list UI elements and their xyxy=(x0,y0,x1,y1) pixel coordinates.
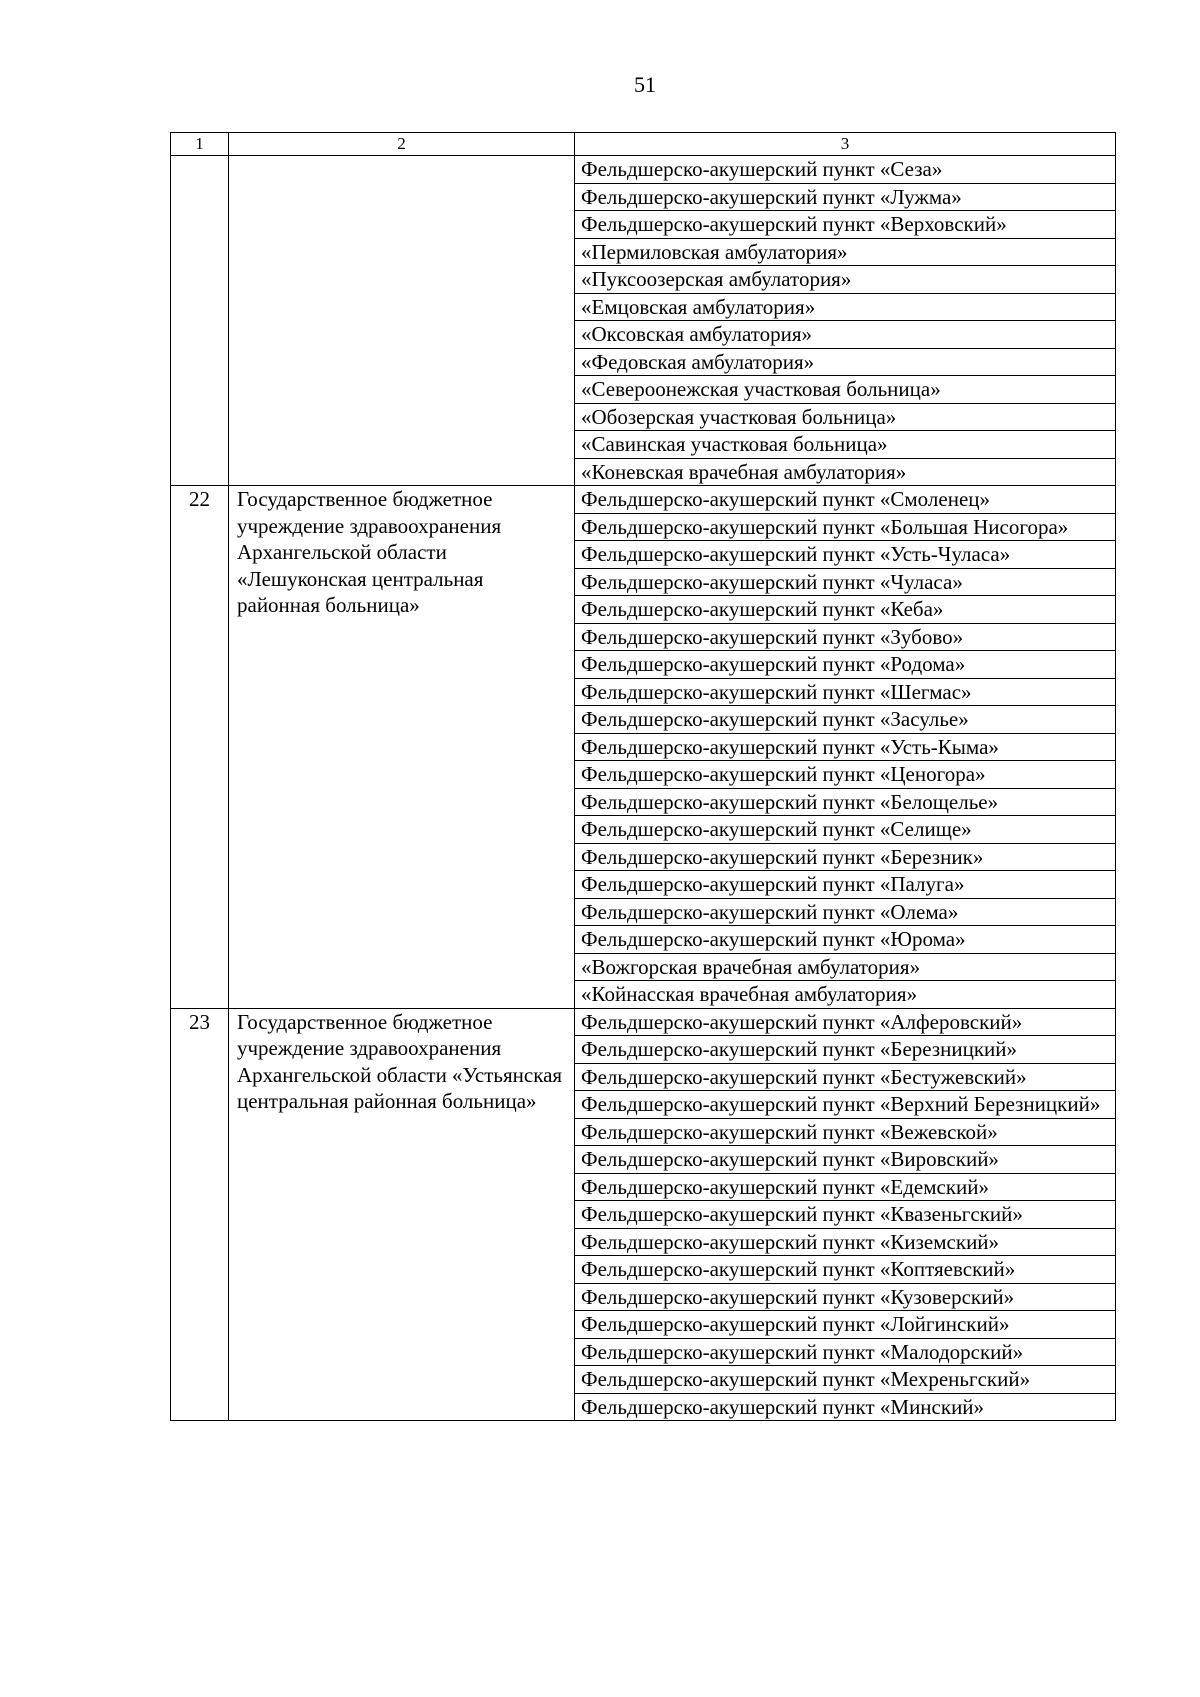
facility-name: Фельдшерско-акушерский пункт «Родома» xyxy=(575,651,1116,679)
facility-name: Фельдшерско-акушерский пункт «Вировский» xyxy=(575,1146,1116,1174)
facility-name: Фельдшерско-акушерский пункт «Лойгинский» xyxy=(575,1311,1116,1339)
facility-name: Фельдшерско-акушерский пункт «Алферовский» xyxy=(575,1008,1116,1036)
header-col-2: 2 xyxy=(229,133,575,156)
facility-name: «Североонежская участковая больница» xyxy=(575,376,1116,404)
facility-name: Фельдшерско-акушерский пункт «Белощелье» xyxy=(575,788,1116,816)
facility-name: Фельдшерско-акушерский пункт «Большая Нисогора» xyxy=(575,513,1116,541)
facility-name: Фельдшерско-акушерский пункт «Усть-Кыма» xyxy=(575,733,1116,761)
row-number xyxy=(171,156,229,486)
facility-name: Фельдшерско-акушерский пункт «Квазеньгский» xyxy=(575,1201,1116,1229)
row-number: 22 xyxy=(171,486,229,1009)
facility-name: Фельдшерско-акушерский пункт «Минский» xyxy=(575,1393,1116,1421)
facility-name: Фельдшерско-акушерский пункт «Киземский» xyxy=(575,1228,1116,1256)
facility-name: Фельдшерско-акушерский пункт «Березник» xyxy=(575,843,1116,871)
facility-name: «Оксовская амбулатория» xyxy=(575,321,1116,349)
facility-name: Фельдшерско-акушерский пункт «Селище» xyxy=(575,816,1116,844)
facility-name: Фельдшерско-акушерский пункт «Палуга» xyxy=(575,871,1116,899)
facility-name: «Вожгорская врачебная амбулатория» xyxy=(575,953,1116,981)
facility-name: Фельдшерско-акушерский пункт «Мехреньгский» xyxy=(575,1366,1116,1394)
header-row xyxy=(171,133,1116,156)
row-number: 23 xyxy=(171,1008,229,1421)
facility-name: Фельдшерско-акушерский пункт «Засулье» xyxy=(575,706,1116,734)
facility-name: Фельдшерско-акушерский пункт «Усть-Чуласа» xyxy=(575,541,1116,569)
facilities-table xyxy=(170,132,1116,1421)
facility-name: Фельдшерско-акушерский пункт «Олема» xyxy=(575,898,1116,926)
facility-name: Фельдшерско-акушерский пункт «Кеба» xyxy=(575,596,1116,624)
facility-name: Фельдшерско-акушерский пункт «Сеза» xyxy=(575,156,1116,184)
facility-name: «Обозерская участковая больница» xyxy=(575,403,1116,431)
facility-name: Фельдшерско-акушерский пункт «Березницкий» xyxy=(575,1036,1116,1064)
facility-name: Фельдшерско-акушерский пункт «Зубово» xyxy=(575,623,1116,651)
facility-name: «Пермиловская амбулатория» xyxy=(575,238,1116,266)
facility-name: Фельдшерско-акушерский пункт «Ценогора» xyxy=(575,761,1116,789)
facility-name: Фельдшерско-акушерский пункт «Коптяевский» xyxy=(575,1256,1116,1284)
facility-name: «Коневская врачебная амбулатория» xyxy=(575,458,1116,486)
facility-name: Фельдшерско-акушерский пункт «Едемский» xyxy=(575,1173,1116,1201)
facility-name: Фельдшерско-акушерский пункт «Лужма» xyxy=(575,183,1116,211)
facility-name: Фельдшерско-акушерский пункт «Кузоверский» xyxy=(575,1283,1116,1311)
organization-name: Государственное бюджетное учреждение здравоохранения Архангельской области «Лешуконская центральная районная больница» xyxy=(229,486,575,1009)
facility-name: Фельдшерско-акушерский пункт «Верховский» xyxy=(575,211,1116,239)
facility-name: «Емцовская амбулатория» xyxy=(575,293,1116,321)
facility-name: «Пуксоозерская амбулатория» xyxy=(575,266,1116,294)
facility-name: «Савинская участковая больница» xyxy=(575,431,1116,459)
header-col-1: 1 xyxy=(171,133,229,156)
facility-name: Фельдшерско-акушерский пункт «Смоленец» xyxy=(575,486,1116,514)
table-row xyxy=(171,486,1116,514)
table-row xyxy=(171,156,1116,184)
facility-name: Фельдшерско-акушерский пункт «Малодорский» xyxy=(575,1338,1116,1366)
facility-name: Фельдшерско-акушерский пункт «Верхний Березницкий» xyxy=(575,1091,1116,1119)
facility-name: «Федовская амбулатория» xyxy=(575,348,1116,376)
facility-name: Фельдшерско-акушерский пункт «Бестужевский» xyxy=(575,1063,1116,1091)
facility-name: «Койнасская врачебная амбулатория» xyxy=(575,981,1116,1009)
page-number: 51 xyxy=(634,72,656,97)
facility-name: Фельдшерско-акушерский пункт «Юрома» xyxy=(575,926,1116,954)
facility-name: Фельдшерско-акушерский пункт «Вежевской» xyxy=(575,1118,1116,1146)
facility-name: Фельдшерско-акушерский пункт «Шегмас» xyxy=(575,678,1116,706)
header-col-3: 3 xyxy=(575,133,1116,156)
organization-name: Государственное бюджетное учреждение здравоохранения Архангельской области «Устьянская центральная районная больница» xyxy=(229,1008,575,1421)
table-row xyxy=(171,1008,1116,1036)
facility-name: Фельдшерско-акушерский пункт «Чуласа» xyxy=(575,568,1116,596)
table-body xyxy=(171,156,1116,1421)
organization-name xyxy=(229,156,575,486)
